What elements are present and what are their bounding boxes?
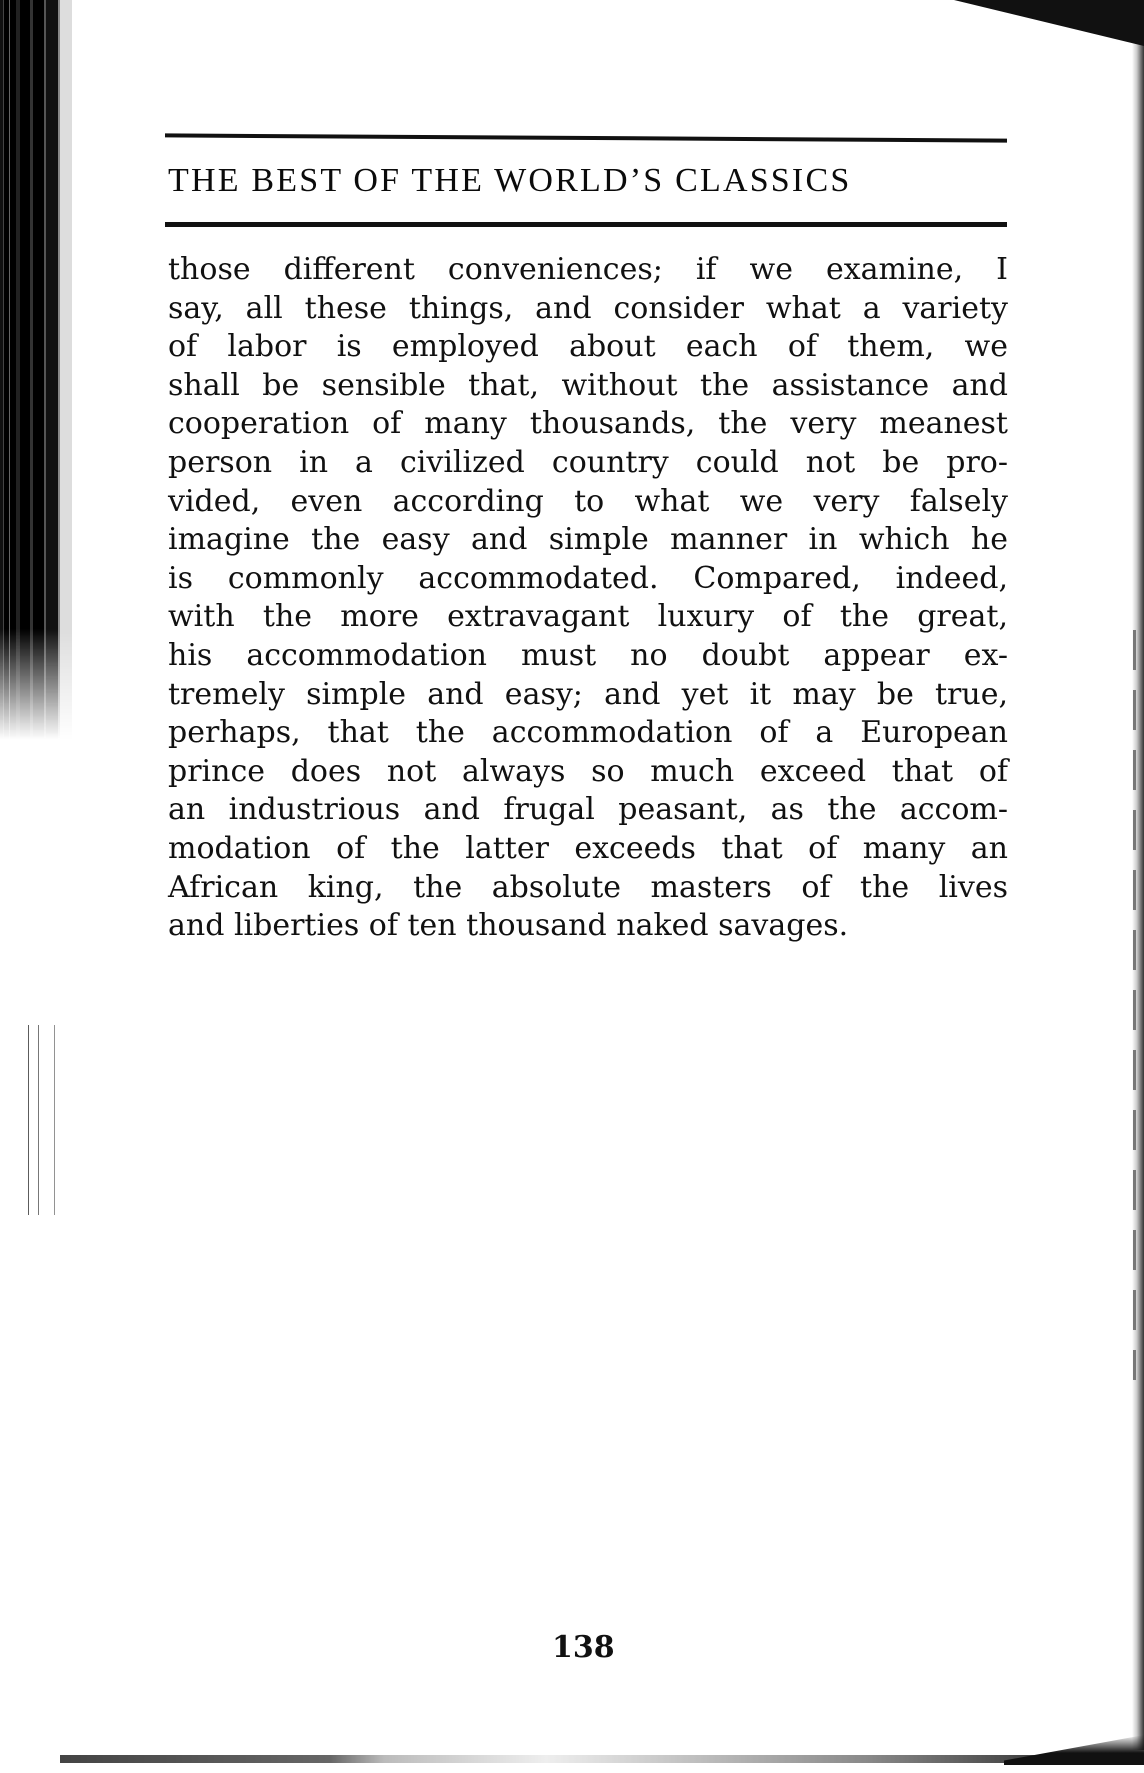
text-line: an industrious and frugal peasant, as the accom-	[168, 792, 1008, 828]
text-line: vided, even according to what we very falsely	[168, 483, 1008, 519]
text-line: and liberties of ten thousand naked savages.	[168, 908, 849, 944]
text-line: shall be sensible that, without the assistance and	[168, 367, 1008, 403]
text-line: is commonly accommodated. Compared, indeed,	[168, 560, 1008, 596]
text-line: his accommodation must no doubt appear ex-	[168, 637, 1008, 673]
text-line: imagine the easy and simple manner in which he	[168, 522, 1008, 558]
text-line: of labor is employed about each of them, we	[168, 329, 1008, 365]
bottom-page-edge	[60, 1755, 1140, 1763]
text-line: those different conveniences; if we examine, I	[168, 252, 1008, 287]
page-number: 138	[552, 1630, 615, 1665]
text-line: African king, the absolute masters of the lives	[168, 869, 1008, 905]
corner-shadow	[954, 0, 1144, 46]
binding-edge-shadow	[0, 0, 72, 740]
text-line: cooperation of many thousands, the very meanest	[168, 406, 1008, 442]
binding-marks	[24, 1025, 74, 1215]
text-line: prince does not always so much exceed that of	[168, 753, 1008, 789]
text-line: say, all these things, and consider what a variety	[168, 290, 1008, 326]
header-rule-top	[165, 133, 1007, 142]
bottom-corner-shadow	[1004, 1735, 1144, 1765]
text-line: modation of the latter exceeds that of many an	[168, 830, 1008, 866]
body-text	[168, 251, 1008, 946]
text-line: person in a civilized country could not be pro-	[168, 444, 1008, 480]
text-line: with the more extravagant luxury of the great,	[168, 599, 1008, 635]
running-head: THE BEST OF THE WORLD’S CLASSICS	[168, 162, 852, 199]
text-line: tremely simple and easy; and yet it may be true,	[168, 676, 1008, 712]
right-edge-marks	[1133, 630, 1136, 1380]
text-line: perhaps, that the accommodation of a European	[168, 715, 1008, 751]
header-rule-bottom	[165, 222, 1007, 227]
